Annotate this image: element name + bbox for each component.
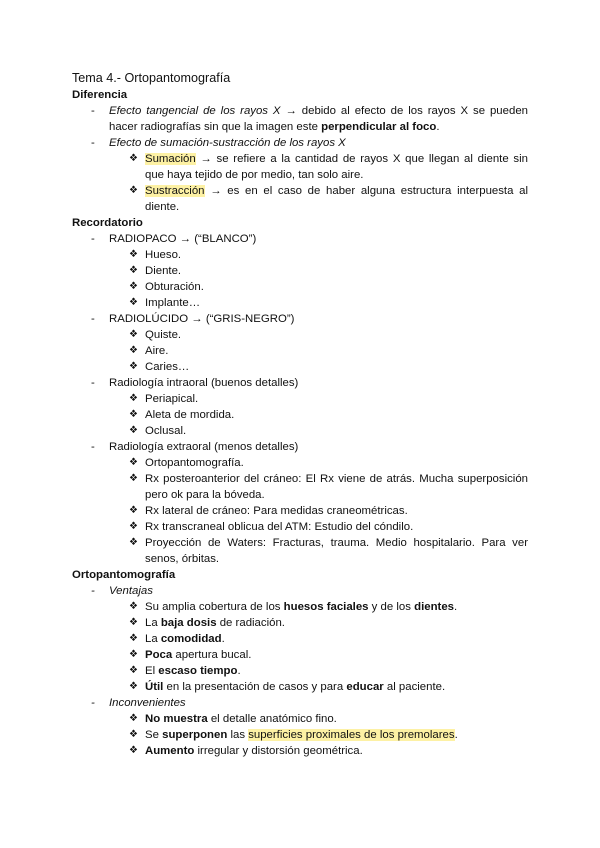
- document-page: [72, 70, 528, 759]
- list-item: - Ventajas: [72, 583, 528, 599]
- italic-text: Efecto de sumación-sustracción de los rayos X: [109, 137, 346, 149]
- list-item: - Inconvenientes: [72, 695, 528, 711]
- sub-list-item: ❖ Sustracción → es en el caso de haber alguna estructura interpuesta al diente.: [72, 183, 528, 215]
- sub-list-item: ❖ Se superponen las superficies proximales de los premolares.: [72, 727, 528, 743]
- sub-list-item: ❖ Proyección de Waters: Fracturas, trauma. Medio hospitalario. Para ver senos, órbitas.: [72, 535, 528, 567]
- sub-list-item: ❖ Útil en la presentación de casos y para educar al paciente.: [72, 679, 528, 695]
- list-item: - Radiología extraoral (menos detalles): [72, 439, 528, 455]
- section-heading-ortopantomografia: Ortopantomografía: [72, 569, 176, 581]
- list-item: - Efecto tangencial de los rayos X → debido al efecto de los rayos X se pueden hacer radiografías sin que la imagen este perpendicular al foco.: [72, 103, 528, 135]
- list-item: [72, 135, 528, 151]
- highlighted-text: Sustracción: [145, 185, 205, 197]
- sub-list-item: ❖ Aumento irregular y distorsión geométrica.: [72, 743, 528, 759]
- document-title: Tema 4.- Ortopantomografía: [72, 71, 231, 85]
- sub-list-item: ❖ Poca apertura bucal.: [72, 647, 528, 663]
- bold-text: perpendicular al foco: [321, 121, 437, 133]
- list-item: - RADIOPACO → (“BLANCO”): [72, 231, 528, 247]
- sub-list-item: ❖ Rx posteroanterior del cráneo: El Rx viene de atrás. Mucha superposición pero ok para la bóveda.: [72, 471, 528, 503]
- sub-list-item: ❖ Sumación → se refiere a la cantidad de rayos X que llegan al diente sin que haya tejido de por medio, tan solo aire.: [72, 151, 528, 183]
- section-heading-recordatorio: Recordatorio: [72, 217, 143, 229]
- sub-list-item: ❖ Obturación.: [72, 279, 528, 295]
- sub-list-item: ❖ Ortopantomografía.: [72, 455, 528, 471]
- sub-list-item: ❖ La baja dosis de radiación.: [72, 615, 528, 631]
- sub-list-item: ❖ Aleta de mordida.: [72, 407, 528, 423]
- sub-list-item: ❖ Implante…: [72, 295, 528, 311]
- italic-text: Efecto tangencial de los rayos X: [109, 105, 281, 117]
- sub-list-item: ❖ Quiste.: [72, 327, 528, 343]
- sub-list-item: ❖ Oclusal.: [72, 423, 528, 439]
- sub-list-item: ❖ Diente.: [72, 263, 528, 279]
- sub-list-item: ❖ Periapical.: [72, 391, 528, 407]
- highlighted-text: superficies proximales de los premolares: [248, 729, 455, 741]
- section-heading-diferencia: Diferencia: [72, 89, 128, 101]
- sub-list-item: ❖ Hueso.: [72, 247, 528, 263]
- sub-list-item: ❖ Rx transcraneal oblicua del ATM: Estudio del cóndilo.: [72, 519, 528, 535]
- sub-list-item: ❖ Su amplia cobertura de los huesos faciales y de los dientes.: [72, 599, 528, 615]
- sub-list-item: ❖ No muestra el detalle anatómico fino.: [72, 711, 528, 727]
- highlighted-text: Sumación: [145, 153, 196, 165]
- list-item: - Radiología intraoral (buenos detalles): [72, 375, 528, 391]
- sub-list-item: ❖ El escaso tiempo.: [72, 663, 528, 679]
- sub-list-item: ❖ Aire.: [72, 343, 528, 359]
- text: → debido al efecto de los rayos X se pueden hacer radiografías sin que la imagen este: [109, 105, 528, 133]
- sub-list-item: ❖ La comodidad.: [72, 631, 528, 647]
- sub-list-item: ❖ Caries…: [72, 359, 528, 375]
- sub-list-item: ❖ Rx lateral de cráneo: Para medidas craneométricas.: [72, 503, 528, 519]
- list-item: - RADIOLÚCIDO → (“GRIS-NEGRO”): [72, 311, 528, 327]
